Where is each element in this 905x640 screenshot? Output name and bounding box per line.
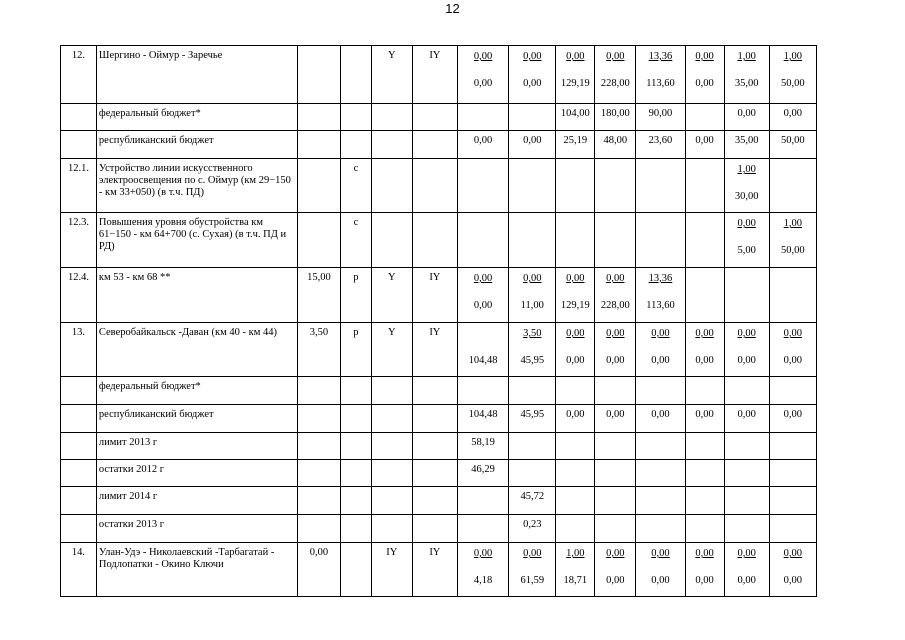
row-col5: IY bbox=[371, 543, 412, 597]
value-cell bbox=[457, 543, 508, 597]
value-cell bbox=[556, 213, 595, 268]
row-number: 12.4. bbox=[61, 268, 97, 323]
value-cell bbox=[556, 159, 595, 213]
row-category bbox=[341, 543, 372, 597]
cost-value: 113,60 bbox=[646, 300, 675, 311]
row-number: 14. bbox=[61, 543, 97, 597]
cost-value: 228,00 bbox=[600, 78, 630, 89]
value-cell bbox=[595, 159, 636, 213]
row-category bbox=[341, 104, 372, 131]
value-cell: 0,00 bbox=[769, 405, 816, 433]
value-cell bbox=[724, 268, 769, 323]
value-cell bbox=[457, 104, 508, 131]
cost-value: 0,00 bbox=[695, 78, 714, 89]
value-cell bbox=[685, 515, 724, 543]
budget-table bbox=[60, 45, 817, 597]
row-col5 bbox=[371, 515, 412, 543]
plan-value: 1,00 bbox=[566, 548, 585, 559]
row-col6 bbox=[412, 159, 457, 213]
value-cell bbox=[724, 543, 769, 597]
value-cell bbox=[769, 460, 816, 487]
plan-value: 0,00 bbox=[695, 548, 714, 559]
table-row bbox=[61, 460, 817, 487]
value-cell bbox=[636, 213, 685, 268]
row-name: Устройство линии искусственного электроосвещения по с. Оймур (км 29−150 - км 33+050) (в т.ч. ПД) bbox=[96, 159, 297, 213]
cost-value: 0,00 bbox=[606, 355, 625, 366]
value-cell bbox=[595, 46, 636, 104]
value-cell: 50,00 bbox=[769, 131, 816, 159]
value-cell bbox=[595, 487, 636, 515]
row-length bbox=[297, 46, 340, 104]
plan-value: 1,00 bbox=[783, 51, 803, 62]
cost-value: 0,00 bbox=[473, 78, 493, 89]
row-name: остатки 2013 г bbox=[96, 515, 297, 543]
row-number bbox=[61, 515, 97, 543]
row-name: республиканский бюджет bbox=[96, 405, 297, 433]
cost-value: 5,00 bbox=[737, 245, 756, 256]
value-cell: 0,00 bbox=[595, 405, 636, 433]
row-category bbox=[341, 405, 372, 433]
value-cell bbox=[595, 323, 636, 377]
row-length bbox=[297, 131, 340, 159]
table-row bbox=[61, 323, 817, 377]
value-cell: 25,19 bbox=[556, 131, 595, 159]
row-col6 bbox=[412, 515, 457, 543]
row-name: республиканский бюджет bbox=[96, 131, 297, 159]
value-cell: 45,95 bbox=[509, 405, 556, 433]
value-cell: 0,00 bbox=[769, 104, 816, 131]
row-col5: Y bbox=[371, 46, 412, 104]
cost-value: 61,59 bbox=[520, 575, 545, 586]
value-cell bbox=[457, 159, 508, 213]
value-cell bbox=[685, 213, 724, 268]
plan-value: 0,00 bbox=[566, 51, 585, 62]
row-name: лимит 2014 г bbox=[96, 487, 297, 515]
plan-value: 0,00 bbox=[783, 548, 803, 559]
cost-value: 50,00 bbox=[781, 78, 805, 89]
table-row bbox=[61, 131, 817, 159]
row-name: Шергино - Оймур - Заречье bbox=[96, 46, 297, 104]
row-length: 15,00 bbox=[297, 268, 340, 323]
value-cell bbox=[685, 323, 724, 377]
row-category bbox=[341, 460, 372, 487]
row-number bbox=[61, 433, 97, 460]
value-cell bbox=[685, 104, 724, 131]
row-category bbox=[341, 515, 372, 543]
row-col5 bbox=[371, 433, 412, 460]
value-cell bbox=[509, 377, 556, 405]
value-cell bbox=[769, 515, 816, 543]
value-cell bbox=[636, 460, 685, 487]
plan-value: 0,00 bbox=[606, 328, 625, 339]
plan-value bbox=[725, 268, 769, 273]
value-cell bbox=[724, 46, 769, 104]
row-col5 bbox=[371, 159, 412, 213]
plan-value: 0,00 bbox=[473, 548, 493, 559]
value-cell bbox=[769, 46, 816, 104]
table-row bbox=[61, 515, 817, 543]
value-cell bbox=[724, 377, 769, 405]
row-number: 13. bbox=[61, 323, 97, 377]
value-cell bbox=[769, 543, 816, 597]
cost-value: 0,00 bbox=[606, 575, 625, 586]
row-number: 12.3. bbox=[61, 213, 97, 268]
plan-value bbox=[556, 159, 594, 164]
plan-value bbox=[595, 159, 635, 164]
value-cell bbox=[636, 433, 685, 460]
value-cell bbox=[724, 487, 769, 515]
cost-value: 0,00 bbox=[695, 355, 714, 366]
row-number bbox=[61, 104, 97, 131]
row-name: Повышения уровня обустройства км 61−150 - км 64+700 (с. Сухая) (в т.ч. ПД и РД) bbox=[96, 213, 297, 268]
row-length bbox=[297, 515, 340, 543]
value-cell: 0,00 bbox=[509, 131, 556, 159]
value-cell bbox=[685, 268, 724, 323]
table-row bbox=[61, 213, 817, 268]
table-row bbox=[61, 543, 817, 597]
plan-value bbox=[770, 268, 816, 273]
row-name: Северобайкальск -Даван (км 40 - км 44) bbox=[96, 323, 297, 377]
plan-value bbox=[686, 159, 724, 164]
cost-value: 18,71 bbox=[563, 575, 588, 586]
value-cell bbox=[685, 377, 724, 405]
plan-value bbox=[595, 213, 635, 218]
value-cell bbox=[556, 543, 595, 597]
value-cell bbox=[769, 487, 816, 515]
plan-value bbox=[509, 213, 555, 218]
plan-value: 0,00 bbox=[737, 218, 756, 229]
row-col6 bbox=[412, 487, 457, 515]
value-cell bbox=[595, 268, 636, 323]
cost-value: 0,00 bbox=[651, 355, 670, 366]
row-length bbox=[297, 405, 340, 433]
value-cell bbox=[724, 213, 769, 268]
value-cell: 0,00 bbox=[724, 405, 769, 433]
table-row bbox=[61, 405, 817, 433]
cost-value: 11,00 bbox=[520, 300, 544, 311]
plan-value: 0,00 bbox=[606, 51, 625, 62]
value-cell bbox=[509, 159, 556, 213]
cost-value: 35,00 bbox=[734, 78, 759, 89]
plan-value: 0,00 bbox=[566, 273, 585, 284]
cost-value: 30,00 bbox=[734, 191, 759, 202]
row-number: 12.1. bbox=[61, 159, 97, 213]
value-cell bbox=[556, 433, 595, 460]
value-cell bbox=[595, 377, 636, 405]
row-length bbox=[297, 377, 340, 405]
value-cell bbox=[595, 433, 636, 460]
table-row bbox=[61, 433, 817, 460]
row-length bbox=[297, 433, 340, 460]
plan-value: 13,36 bbox=[648, 51, 673, 62]
value-cell bbox=[685, 460, 724, 487]
row-category bbox=[341, 487, 372, 515]
value-cell: 90,00 bbox=[636, 104, 685, 131]
plan-value: 0,00 bbox=[606, 548, 625, 559]
row-col6 bbox=[412, 405, 457, 433]
value-cell bbox=[556, 515, 595, 543]
value-cell bbox=[685, 159, 724, 213]
value-cell: 0,00 bbox=[457, 131, 508, 159]
row-name: остатки 2012 г bbox=[96, 460, 297, 487]
row-length: 0,00 bbox=[297, 543, 340, 597]
value-cell: 35,00 bbox=[724, 131, 769, 159]
page-number: 12 bbox=[445, 1, 460, 16]
value-cell bbox=[509, 543, 556, 597]
table-row bbox=[61, 46, 817, 104]
value-cell bbox=[685, 433, 724, 460]
plan-value: 0,00 bbox=[783, 328, 803, 339]
plan-value: 0,00 bbox=[695, 51, 714, 62]
row-category bbox=[341, 377, 372, 405]
value-cell: 58,19 bbox=[457, 433, 508, 460]
cost-value: 50,00 bbox=[781, 245, 805, 256]
value-cell bbox=[636, 46, 685, 104]
value-cell bbox=[556, 323, 595, 377]
row-number bbox=[61, 405, 97, 433]
value-cell: 0,00 bbox=[685, 131, 724, 159]
row-col6: IY bbox=[412, 268, 457, 323]
value-cell bbox=[636, 268, 685, 323]
row-length bbox=[297, 460, 340, 487]
value-cell bbox=[556, 268, 595, 323]
plan-value: 0,00 bbox=[523, 273, 542, 284]
table-row bbox=[61, 104, 817, 131]
table-row bbox=[61, 487, 817, 515]
value-cell: 104,48 bbox=[457, 405, 508, 433]
row-name: федеральный бюджет* bbox=[96, 104, 297, 131]
value-cell bbox=[595, 460, 636, 487]
value-cell bbox=[724, 515, 769, 543]
value-cell bbox=[595, 515, 636, 543]
value-cell bbox=[509, 104, 556, 131]
cost-value: 104,48 bbox=[468, 355, 498, 366]
value-cell bbox=[769, 377, 816, 405]
row-number: 12. bbox=[61, 46, 97, 104]
row-col6 bbox=[412, 377, 457, 405]
value-cell: 48,00 bbox=[595, 131, 636, 159]
plan-value bbox=[556, 213, 594, 218]
plan-value bbox=[458, 213, 508, 218]
value-cell bbox=[509, 268, 556, 323]
row-col6 bbox=[412, 433, 457, 460]
cost-value: 0,00 bbox=[473, 300, 493, 311]
row-length bbox=[297, 487, 340, 515]
value-cell: 0,00 bbox=[636, 405, 685, 433]
value-cell bbox=[457, 487, 508, 515]
value-cell bbox=[636, 515, 685, 543]
row-category bbox=[341, 46, 372, 104]
row-category: с bbox=[341, 213, 372, 268]
plan-value bbox=[636, 213, 684, 218]
plan-value bbox=[509, 159, 555, 164]
row-col5: Y bbox=[371, 268, 412, 323]
row-col5 bbox=[371, 405, 412, 433]
row-name: федеральный бюджет* bbox=[96, 377, 297, 405]
row-number bbox=[61, 460, 97, 487]
row-col5 bbox=[371, 104, 412, 131]
row-col6 bbox=[412, 131, 457, 159]
value-cell: 0,23 bbox=[509, 515, 556, 543]
cost-value: 0,00 bbox=[783, 355, 803, 366]
value-cell bbox=[509, 433, 556, 460]
cost-value: 113,60 bbox=[646, 78, 675, 89]
value-cell bbox=[509, 46, 556, 104]
plan-value bbox=[770, 159, 816, 164]
plan-value bbox=[636, 159, 684, 164]
plan-value bbox=[686, 268, 724, 273]
cost-value: 4,18 bbox=[473, 575, 493, 586]
cost-value: 0,00 bbox=[783, 575, 803, 586]
row-name: лимит 2013 г bbox=[96, 433, 297, 460]
row-col5 bbox=[371, 377, 412, 405]
value-cell: 46,29 bbox=[457, 460, 508, 487]
row-length bbox=[297, 159, 340, 213]
value-cell: 104,00 bbox=[556, 104, 595, 131]
row-category: р bbox=[341, 323, 372, 377]
plan-value bbox=[458, 323, 508, 328]
value-cell bbox=[636, 323, 685, 377]
plan-value: 0,00 bbox=[737, 328, 756, 339]
value-cell bbox=[556, 460, 595, 487]
plan-value: 0,00 bbox=[566, 328, 585, 339]
cost-value: 0,00 bbox=[651, 575, 670, 586]
value-cell bbox=[509, 460, 556, 487]
row-col6 bbox=[412, 460, 457, 487]
plan-value: 3,50 bbox=[523, 328, 542, 339]
value-cell bbox=[457, 213, 508, 268]
value-cell bbox=[457, 46, 508, 104]
value-cell bbox=[685, 543, 724, 597]
row-col5: Y bbox=[371, 323, 412, 377]
row-category: с bbox=[341, 159, 372, 213]
plan-value: 1,00 bbox=[737, 51, 756, 62]
row-col5 bbox=[371, 487, 412, 515]
value-cell bbox=[685, 487, 724, 515]
value-cell: 23,60 bbox=[636, 131, 685, 159]
value-cell bbox=[636, 377, 685, 405]
plan-value bbox=[686, 213, 724, 218]
row-length bbox=[297, 104, 340, 131]
row-col5 bbox=[371, 460, 412, 487]
value-cell bbox=[457, 515, 508, 543]
plan-value: 0,00 bbox=[651, 328, 670, 339]
value-cell bbox=[769, 323, 816, 377]
row-col6: IY bbox=[412, 543, 457, 597]
value-cell bbox=[636, 543, 685, 597]
value-cell bbox=[769, 268, 816, 323]
cost-value: 129,19 bbox=[560, 300, 590, 311]
value-cell bbox=[556, 377, 595, 405]
row-name: Улан-Удэ - Николаевский -Тарбагатай - Подлопатки - Окино Ключи bbox=[96, 543, 297, 597]
plan-value: 0,00 bbox=[651, 548, 670, 559]
row-col6 bbox=[412, 104, 457, 131]
value-cell: 0,00 bbox=[556, 405, 595, 433]
cost-value: 0,00 bbox=[695, 575, 714, 586]
value-cell bbox=[457, 377, 508, 405]
value-cell bbox=[724, 159, 769, 213]
value-cell bbox=[509, 213, 556, 268]
plan-value: 0,00 bbox=[695, 328, 714, 339]
row-col6: IY bbox=[412, 46, 457, 104]
plan-value: 0,00 bbox=[606, 273, 625, 284]
row-length: 3,50 bbox=[297, 323, 340, 377]
row-col6 bbox=[412, 213, 457, 268]
row-number bbox=[61, 377, 97, 405]
value-cell: 180,00 bbox=[595, 104, 636, 131]
value-cell bbox=[636, 487, 685, 515]
table-row bbox=[61, 159, 817, 213]
cost-value: 0,00 bbox=[523, 78, 542, 89]
value-cell bbox=[556, 487, 595, 515]
plan-value: 13,36 bbox=[648, 273, 673, 284]
row-name: км 53 - км 68 ** bbox=[96, 268, 297, 323]
row-category: р bbox=[341, 268, 372, 323]
value-cell: 45,72 bbox=[509, 487, 556, 515]
plan-value: 0,00 bbox=[473, 51, 493, 62]
value-cell bbox=[769, 433, 816, 460]
row-number bbox=[61, 487, 97, 515]
row-col5 bbox=[371, 131, 412, 159]
plan-value: 0,00 bbox=[523, 548, 542, 559]
value-cell bbox=[509, 323, 556, 377]
plan-value: 0,00 bbox=[523, 51, 542, 62]
cost-value: 0,00 bbox=[737, 355, 756, 366]
plan-value: 1,00 bbox=[783, 218, 803, 229]
plan-value: 1,00 bbox=[737, 164, 756, 175]
value-cell bbox=[457, 268, 508, 323]
plan-value bbox=[458, 159, 508, 164]
value-cell: 0,00 bbox=[685, 405, 724, 433]
cost-value: 0,00 bbox=[566, 355, 585, 366]
value-cell bbox=[636, 159, 685, 213]
value-cell bbox=[769, 159, 816, 213]
table-row bbox=[61, 268, 817, 323]
row-col5 bbox=[371, 213, 412, 268]
value-cell bbox=[724, 323, 769, 377]
cost-value: 129,19 bbox=[560, 78, 590, 89]
value-cell bbox=[457, 323, 508, 377]
cost-value: 45,95 bbox=[520, 355, 545, 366]
value-cell bbox=[595, 543, 636, 597]
row-col6: IY bbox=[412, 323, 457, 377]
plan-value: 0,00 bbox=[473, 273, 493, 284]
value-cell bbox=[724, 460, 769, 487]
value-cell bbox=[595, 213, 636, 268]
value-cell bbox=[685, 46, 724, 104]
value-cell bbox=[769, 213, 816, 268]
value-cell bbox=[556, 46, 595, 104]
table-row bbox=[61, 377, 817, 405]
value-cell: 0,00 bbox=[724, 104, 769, 131]
cost-value: 0,00 bbox=[737, 575, 756, 586]
row-category bbox=[341, 131, 372, 159]
cost-value: 228,00 bbox=[600, 300, 630, 311]
plan-value: 0,00 bbox=[737, 548, 756, 559]
row-length bbox=[297, 213, 340, 268]
row-category bbox=[341, 433, 372, 460]
row-number bbox=[61, 131, 97, 159]
value-cell bbox=[724, 433, 769, 460]
